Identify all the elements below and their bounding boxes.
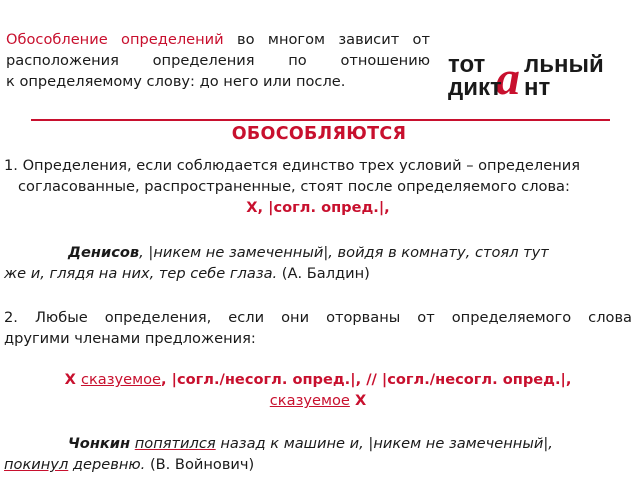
example-2-predicate: попятился [134,435,216,452]
formula-2-nonagreed-2: несогл. опред. [435,371,561,388]
formula-2-predicate-2: сказуемое [269,392,350,409]
formula-2-x2: Х [349,392,367,409]
intro-paragraph [6,29,430,92]
example-1-rest: войдя в комнату, стоял тут [337,244,549,261]
rule-1-line1: 1. Определения, если соблюдается единство трех условий – определения [4,157,581,174]
example-1-subject: Денисов [68,244,140,261]
example-1-bar-close: |, [323,244,338,261]
logo-line1-a: тот [448,51,486,78]
example-2-author: (В. Войнович) [145,456,255,473]
rule-1-formula: Х, |согл. опред.|, [246,199,390,216]
example-1-author: (А. Балдин) [281,265,370,282]
example-2-end: |, [543,435,553,452]
formula-2-predicate: сказуемое [80,371,162,388]
rule-2 [4,307,632,349]
formula-2-end: |, [560,371,572,388]
example-1 [4,242,632,284]
intro-line3: к определяемому слову: до него или после. [6,73,346,90]
section-heading: ОБОСОБЛЯЮТСЯ [231,124,407,144]
example-2-rest: деревню. [68,456,146,473]
logo-line2-b: нт [524,74,551,101]
formula-2 [4,369,632,411]
totalny-diktant-logo [446,48,606,104]
rule-2-line2: другими членами предложения: [4,330,256,347]
logo-line2-a: дикт [448,74,502,101]
example-2-subject: Чонкин [68,435,131,452]
divider-line [31,119,610,121]
rule-1-line2: согласованные, распространенные, стоят после определяемого слова: [18,178,570,195]
formula-2-separator: |, // |согл./ [350,371,436,388]
rule-1 [4,155,632,218]
rule-2-line1: 2. Любые определения, если они оторваны от определяемого слова [4,309,632,326]
example-2 [4,433,632,475]
intro-line2: расположения определения по отношению [6,52,430,69]
formula-2-x: Х [64,371,81,388]
example-2-phrase: никем не замеченный [373,435,544,452]
logo-line1-b: льный [524,51,604,78]
example-1-phrase: никем не замеченный [153,244,324,261]
logo-accent-letter: а [496,52,520,104]
formula-2-agreed: , |согл./ [161,371,225,388]
example-2-predicate-2: покинул [4,456,69,473]
example-1-line2: же и, глядя на них, тер себе глаза. [4,265,278,282]
formula-2-nonagreed: несогл. опред. [224,371,351,388]
intro-line1-rest: во многом зависит от [223,31,430,48]
example-1-bar-open: , | [139,244,154,261]
example-2-mid: назад к машине и, | [215,435,374,452]
intro-highlight: Обособление определений [6,31,224,48]
